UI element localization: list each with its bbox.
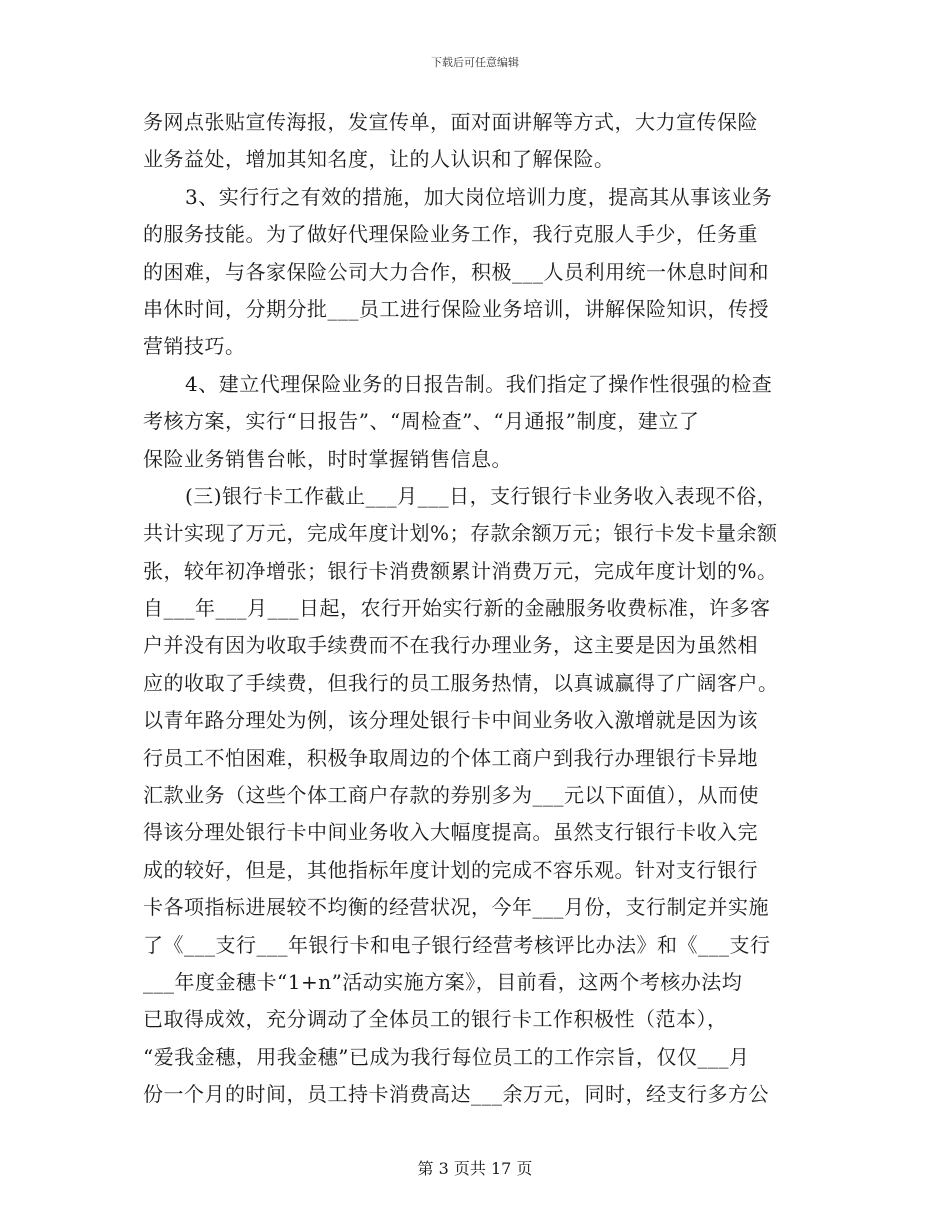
text-line: 共计实现了万元，完成年度计划%；存款余额万元；银行卡发卡量余额 [143,521,778,546]
text-line: 了《___支行___年银行卡和电子银行经营考核评比办法》和《___支行 [143,932,771,957]
text-line: 的困难，与各家保险公司大力合作，积极___人员利用统一休息时间和 [143,259,769,284]
text-line: 卡各项指标进展较不均衡的经营状况，今年___月份，支行制定并实施 [143,895,769,920]
text-line: “爱我金穗，用我金穗”已成为我行每位员工的工作宗旨，仅仅___月 [143,1044,750,1069]
text-line: 汇款业务（这些个体工商户存款的券别多为___元以下面值），从而使 [143,783,759,808]
page-footer: 第 3 页共 17 页 [417,1159,533,1178]
text-line: 营销技巧。 [143,334,246,359]
text-line: ___年度金穗卡“1+n”活动实施方案》，目前看，这两个考核办法均 [143,969,743,994]
text-line: 份一个月的时间，员工持卡消费高达___余万元，同时，经支行多方公 [143,1082,769,1107]
text-line: 成的较好，但是，其他指标年度计划的完成不容乐观。针对支行银行 [143,857,758,882]
body-text [143,104,808,1114]
text-line: 行员工不怕困难，积极争取周边的个体工商户到我行办理银行卡异地 [143,745,758,770]
text-line: 保险业务销售台帐，时时掌握销售信息。 [143,446,512,471]
text-line: 3、实行行之有效的措施，加大岗位培训力度，提高其从事该业务 [185,184,773,209]
text-line: 得该分理处银行卡中间业务收入大幅度提高。虽然支行银行卡收入完 [143,820,758,845]
text-line: 户并没有因为收取手续费而不在我行办理业务，这主要是因为虽然相 [143,633,758,658]
page-header: 下载后可任意编辑 [431,56,519,69]
text-line: 的服务技能。为了做好代理保险业务工作，我行克服人手少，任务重 [143,222,758,247]
text-line: 串休时间，分期分批___员工进行保险业务培训，讲解保险知识，传授 [143,296,769,321]
text-line: 张，较年初净增张；银行卡消费额累计消费万元，完成年度计划的%。 [143,558,778,583]
text-line: 务网点张贴宣传海报，发宣传单，面对面讲解等方式，大力宣传保险 [143,110,758,134]
text-line: 以青年路分理处为例，该分理处银行卡中间业务收入激增就是因为该 [143,708,758,733]
text-line: 应的收取了手续费，但我行的员工服务热情，以真诚赢得了广阔客户。 [143,670,779,695]
text-line: (三)银行卡工作截止___月___日，支行银行卡业务收入表现不俗， [185,483,778,508]
text-line: 考核方案，实行“日报告”、“周检查”、“月通报”制度，建立了 [143,409,700,434]
text-line: 业务益处，增加其知名度，让的人认识和了解保险。 [143,147,615,172]
text-line: 4、建立代理保险业务的日报告制。我们指定了操作性很强的检查 [185,371,773,396]
text-line: 已取得成效，充分调动了全体员工的银行卡工作积极性（范本）， [143,1007,728,1032]
text-line: 自___年___月___日起，农行开始实行新的金融服务收费标准，许多客 [143,596,771,621]
